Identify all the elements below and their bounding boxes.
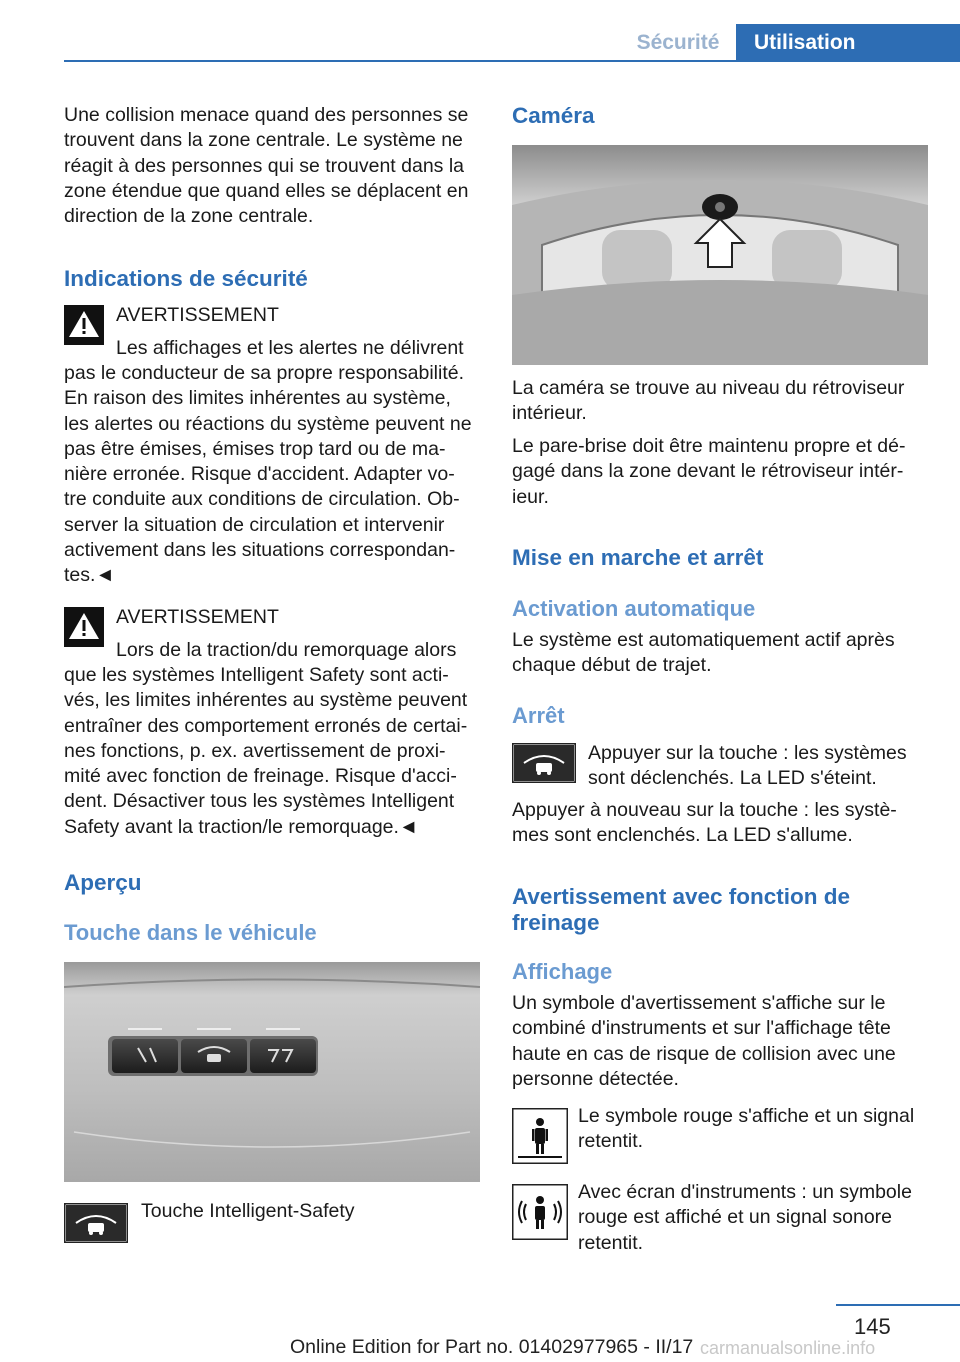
warning-triangle-icon: [64, 607, 104, 647]
tab-securite: Sécurité: [636, 31, 720, 54]
button-caption: Touche Intelligent-Safety: [141, 1200, 355, 1222]
text-line: activement dans les situations correspondan‐: [64, 539, 456, 562]
symbol1-paragraph: [578, 1104, 934, 1155]
text-line: direction de la zone centrale.: [64, 205, 314, 228]
affichage-paragraph: [512, 991, 932, 1092]
intro-paragraph: [64, 103, 484, 229]
tab-utilisation: Utilisation: [736, 24, 960, 62]
intelligent-safety-buttons-photo: [64, 962, 480, 1182]
symbol2-paragraph: [578, 1180, 934, 1256]
text-line: chaque début de trajet.: [512, 654, 712, 677]
text-line: haute en cas de risque de collision avec une: [512, 1042, 896, 1065]
pedestrian-sound-icon: [512, 1184, 568, 1240]
text-line: que les systèmes Intelligent Safety sont acti‐: [64, 664, 449, 686]
camera-location-photo: [512, 145, 928, 365]
watermark: carmanualsonline.info: [700, 1338, 876, 1358]
text-line: Une collision menace quand des personnes se: [64, 104, 469, 126]
text-line: gagé dans la zone devant le rétroviseur intér‐: [512, 460, 904, 483]
text-line: En raison des limites inhérentes au système,: [64, 387, 451, 410]
text-line: entraîner des comportement erronés de certai‐: [64, 714, 468, 737]
text-line: Safety avant la traction/le remorquage.◄: [64, 815, 419, 838]
warning1-body: [64, 361, 484, 589]
text-line: Appuyer sur la touche : les systèmes: [588, 742, 907, 764]
text-line: tes.◄: [64, 564, 115, 587]
text-line: zone étendue que quand elles se déplacent en: [64, 179, 469, 202]
text-line: mes sont enclenchés. La LED s'allume.: [512, 824, 853, 847]
text-line: sont déclenchés. La LED s'éteint.: [588, 767, 877, 790]
heading-touche: Touche dans le véhicule: [64, 920, 317, 945]
edition-note: Online Edition for Part no. 01402977965 - II/17: [290, 1336, 694, 1358]
text-line: pas le conducteur de sa propre responsabilité.: [64, 362, 464, 384]
text-line: retentit.: [578, 1231, 644, 1254]
header-rule: [64, 60, 960, 62]
page-number: 145: [854, 1314, 891, 1339]
camera-paragraph: [512, 376, 932, 427]
footer-rule: [836, 1304, 960, 1306]
heading-arret: Arrêt: [512, 703, 565, 728]
intelligent-safety-button-icon: [64, 1203, 128, 1243]
windshield-paragraph: [512, 434, 932, 510]
text-line: rouge est affiché et un signal sonore: [578, 1206, 893, 1229]
text-line: intérieur.: [512, 402, 587, 425]
warning2-title: AVERTISSEMENT: [116, 606, 279, 628]
text-line: ieur.: [512, 485, 549, 508]
text-line: Avec écran d'instruments : un symbole: [578, 1181, 912, 1203]
text-line: combiné d'instruments et sur l'affichage tête: [512, 1017, 891, 1040]
heading-apercu: Aperçu: [64, 870, 142, 895]
heading-affichage: Affichage: [512, 959, 613, 984]
text-line: mité avec fonction de freinage. Risque d'acci‐: [64, 765, 457, 788]
text-line: trouvent dans la zone centrale. Le système ne: [64, 129, 463, 152]
text-line: vés, les limites inhérentes au système peuvent: [64, 689, 468, 712]
text-line: server la situation de circulation et intervenir: [64, 513, 445, 536]
pedestrian-warning-icon: [512, 1108, 568, 1164]
text-line: retentit.: [578, 1130, 644, 1153]
text-line: personne détectée.: [512, 1067, 679, 1090]
warning1-title: AVERTISSEMENT: [116, 304, 279, 326]
text-line: La caméra se trouve au niveau du rétroviseur: [512, 377, 905, 399]
text-line: Le système est automatiquement actif après: [512, 629, 895, 651]
text-line: Le pare-brise doit être maintenu propre et dé‐: [512, 435, 906, 457]
text-line: Un symbole d'avertissement s'affiche sur le: [512, 992, 886, 1014]
heading-activation: Activation automatique: [512, 596, 756, 621]
heading-safety: Indications de sécurité: [64, 266, 308, 291]
text-line: Appuyer à nouveau sur la touche : les systè‐: [512, 799, 897, 821]
arret-icon-paragraph: [588, 741, 928, 792]
text-line: nes fonctions, p. ex. avertissement de proxi‐: [64, 739, 446, 762]
text-line: les alertes ou réactions du système peuvent ne: [64, 412, 472, 435]
text-line: Le symbole rouge s'affiche et un signal: [578, 1105, 915, 1127]
text-line: Les affichages et les alertes ne délivrent: [116, 337, 464, 359]
intelligent-safety-button-icon: [512, 743, 576, 783]
warning-triangle-icon: [64, 305, 104, 345]
text-line: dent. Désactiver tous les systèmes Intelligent: [64, 790, 455, 813]
text-line: pas être émises, émises trop tard ou de ma‐: [64, 437, 446, 460]
text-line: réagit à des personnes qui se trouvent dans la: [64, 154, 465, 177]
text-line: tre conduite aux conditions de circulation. Ob‐: [64, 488, 460, 511]
heading-camera: Caméra: [512, 103, 595, 128]
activation-paragraph: [512, 628, 932, 679]
heading-brake-warning: Avertissement avec fonction de freinage: [512, 884, 851, 935]
arret-again-paragraph: [512, 798, 932, 849]
text-line: Lors de la traction/du remorquage alors: [116, 639, 457, 661]
text-line: nière erronée. Risque d'accident. Adapter vo‐: [64, 463, 455, 486]
heading-onoff: Mise en marche et arrêt: [512, 545, 764, 570]
warning2-body: [64, 663, 484, 840]
